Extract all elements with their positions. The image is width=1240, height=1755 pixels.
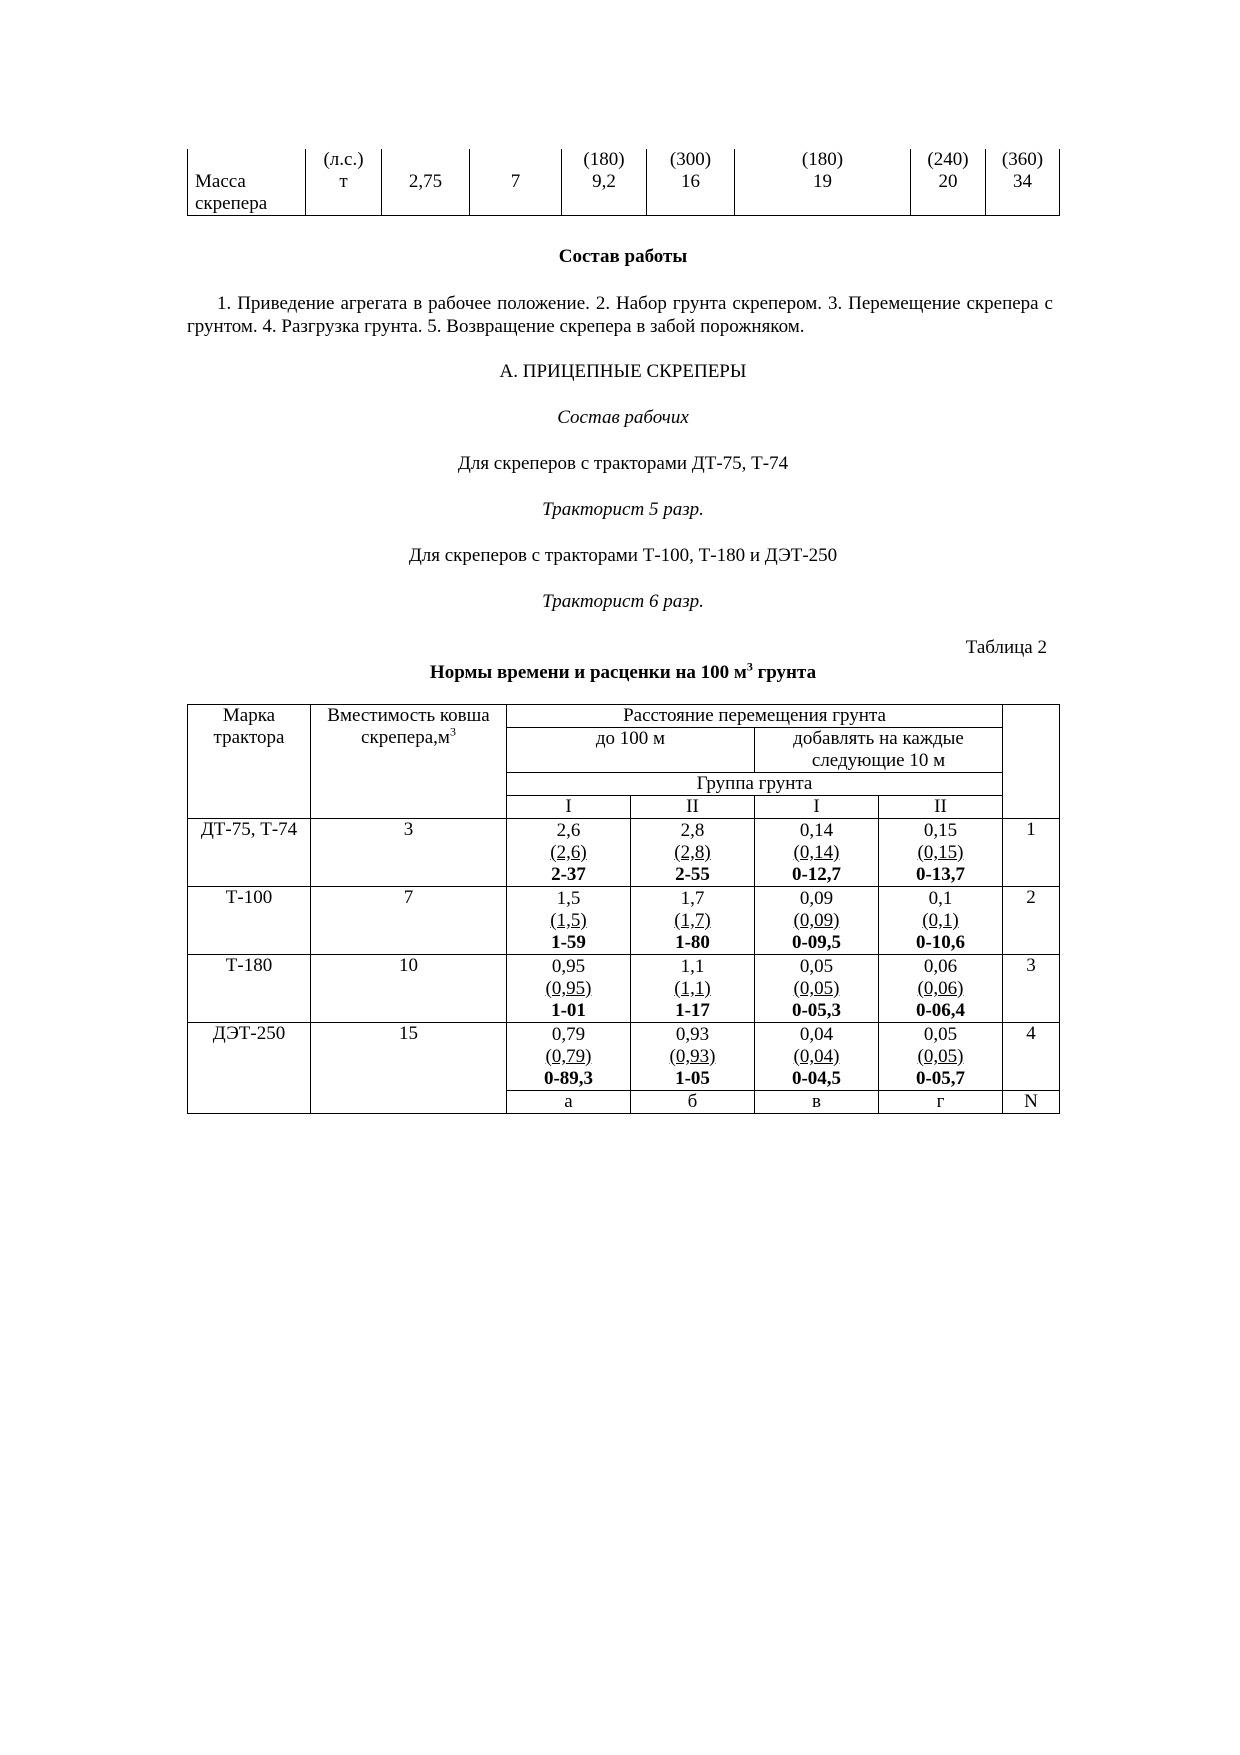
norm-rate: 0-89,3: [543, 1068, 594, 1089]
worker-1: Тракторист 5 разр.: [542, 499, 704, 520]
norm-time-alt: (0,95): [545, 978, 592, 999]
norm-time: 0,06: [923, 956, 958, 977]
power-cell: (300): [647, 149, 735, 171]
column-letter: а: [507, 1091, 631, 1114]
bucket-capacity: 10: [311, 955, 507, 1023]
norm-rate: 1-80: [675, 932, 710, 953]
norm-cell: [879, 887, 1003, 955]
table-row: [188, 955, 1060, 1023]
norm-rate: 0-13,7: [915, 864, 966, 885]
row-number: 1: [1003, 819, 1060, 887]
norm-rate: 1-05: [675, 1068, 710, 1089]
norm-time-alt: (1,7): [674, 910, 711, 931]
norm-rate: 0-05,3: [791, 1000, 842, 1021]
norm-cell: [507, 887, 631, 955]
norm-time-alt: (0,79): [545, 1046, 592, 1067]
header-group: I: [507, 796, 631, 819]
tractor-brand: Т-180: [188, 955, 311, 1023]
norm-time: 0,14: [799, 820, 834, 841]
norm-time-alt: (2,8): [674, 842, 711, 863]
norm-cell: [755, 1023, 879, 1091]
norm-time-alt: (0,05): [793, 978, 840, 999]
power-cell: (180): [562, 149, 647, 171]
header-group: I: [755, 796, 879, 819]
power-cell: (180): [735, 149, 911, 171]
header-capacity: [311, 705, 507, 819]
scraper-specs-table-fragment: [187, 149, 1060, 216]
norm-time: 1,5: [556, 888, 581, 909]
norm-cell: [507, 1023, 631, 1091]
norm-time: 2,6: [556, 820, 581, 841]
norm-cell: [631, 1023, 755, 1091]
norm-rate: 0-04,5: [791, 1068, 842, 1089]
norm-cell: [755, 819, 879, 887]
norm-time: 0,95: [551, 956, 586, 977]
norm-time-alt: (0,93): [669, 1046, 716, 1067]
norm-cell: [879, 1023, 1003, 1091]
norm-time: 0,09: [799, 888, 834, 909]
tractor-brand: Т-100: [188, 887, 311, 955]
workers-group-1: Для скреперов с тракторами ДТ-75, Т-74: [457, 453, 789, 474]
norm-cell: [507, 819, 631, 887]
mass-cell: 9,2: [562, 171, 647, 216]
header-upto: до 100 м: [507, 728, 755, 773]
power-row: [188, 149, 1060, 171]
norm-time: 1,7: [680, 888, 705, 909]
header-distance: Расстояние перемещения грунта: [507, 705, 1003, 728]
norm-time: 0,15: [923, 820, 958, 841]
mass-cell: 2,75: [382, 171, 470, 216]
table-title-sup: 3: [746, 659, 753, 674]
norm-cell: [631, 819, 755, 887]
time-norms-table: [187, 704, 1060, 1114]
header-row-1: [188, 705, 1060, 728]
norm-rate: 0-12,7: [791, 864, 842, 885]
worker-2: Тракторист 6 разр.: [542, 591, 704, 612]
norm-cell: [507, 955, 631, 1023]
table-title-text: Нормы времени и расценки на 100 м: [429, 662, 747, 683]
power-cell: [470, 149, 562, 171]
norm-time: 0,05: [799, 956, 834, 977]
norm-time-alt: (0,15): [917, 842, 964, 863]
norm-time-alt: (0,04): [793, 1046, 840, 1067]
row-number: 2: [1003, 887, 1060, 955]
row-number: 3: [1003, 955, 1060, 1023]
norm-time: 2,8: [680, 820, 705, 841]
workers-group-2: Для скреперов с тракторами Т-100, Т-180 и ДЭТ-250: [408, 545, 838, 566]
power-cell: (л.с.): [306, 149, 382, 171]
norm-time-alt: (1,1): [674, 978, 711, 999]
table-row: [188, 1023, 1060, 1091]
mass-cell: 34: [986, 171, 1060, 216]
norm-time: 0,1: [928, 888, 953, 909]
norm-cell: [631, 887, 755, 955]
work-description: 1. Приведение агрегата в рабочее положение. 2. Набор грунта скрепером. 3. Перемещение скрепера с грунтом. 4. Разгрузка грунта. 5. Возвращение скрепера в забой порожняком.: [187, 293, 1053, 337]
norm-rate: 1-01: [551, 1000, 586, 1021]
power-cell: [382, 149, 470, 171]
norm-time-alt: (1,5): [550, 910, 587, 931]
norm-cell: [879, 955, 1003, 1023]
mass-cell: 19: [735, 171, 911, 216]
work-heading: Состав работы: [558, 246, 688, 267]
norm-rate: 2-37: [551, 864, 586, 885]
table-title: [187, 659, 1059, 684]
norm-cell: [755, 955, 879, 1023]
column-number-label: N: [1003, 1091, 1060, 1114]
header-brand: Марка трактора: [188, 705, 311, 819]
table-row: [188, 819, 1060, 887]
mass-label: Масса скрепера: [188, 171, 306, 216]
power-cell: (360): [986, 149, 1060, 171]
header-capacity-sup: 3: [449, 724, 456, 739]
norm-time: 0,05: [923, 1024, 958, 1045]
norm-time-alt: (0,05): [917, 1046, 964, 1067]
workers-heading: Состав рабочих: [557, 407, 689, 428]
norm-rate: 0-06,4: [915, 1000, 966, 1021]
header-add: добавлять на каждые следующие 10 м: [755, 728, 1003, 773]
norm-time-alt: (0,06): [917, 978, 964, 999]
mass-cell: 20: [911, 171, 986, 216]
mass-cell: 16: [647, 171, 735, 216]
table-number: Таблица 2: [965, 637, 1047, 658]
power-cell: [188, 149, 306, 171]
column-letter: б: [631, 1091, 755, 1114]
bucket-capacity: 7: [311, 887, 507, 955]
mass-cell: т: [306, 171, 382, 216]
bucket-capacity: 3: [311, 819, 507, 887]
norm-time-alt: (2,6): [550, 842, 587, 863]
norm-time-alt: (0,14): [793, 842, 840, 863]
norm-time-alt: (0,1): [922, 910, 959, 931]
norm-rate: 0-09,5: [791, 932, 842, 953]
mass-cell: 7: [470, 171, 562, 216]
norm-cell: [755, 887, 879, 955]
norm-rate: 0-10,6: [915, 932, 966, 953]
power-cell: (240): [911, 149, 986, 171]
header-soil-group: Группа грунта: [507, 773, 1003, 796]
bucket-capacity: 15: [311, 1023, 507, 1114]
tractor-brand: ДТ-75, Т-74: [188, 819, 311, 887]
row-number: 4: [1003, 1023, 1060, 1091]
table-title-tail: грунта: [752, 662, 817, 683]
norm-rate: 0-05,7: [915, 1068, 966, 1089]
norm-cell: [879, 819, 1003, 887]
section-title: А. ПРИЦЕПНЫЕ СКРЕПЕРЫ: [499, 361, 747, 382]
norm-cell: [631, 955, 755, 1023]
norm-time: 0,79: [551, 1024, 586, 1045]
norm-time-alt: (0,09): [793, 910, 840, 931]
table-row: [188, 887, 1060, 955]
header-group: II: [879, 796, 1003, 819]
norm-rate: 1-59: [551, 932, 586, 953]
header-capacity-text: Вместимость ковша скрепера,м: [327, 705, 490, 748]
tractor-brand: ДЭТ-250: [188, 1023, 311, 1114]
mass-row: [188, 171, 1060, 216]
norm-time: 1,1: [680, 956, 705, 977]
norm-rate: 1-17: [675, 1000, 710, 1021]
norm-time: 0,93: [675, 1024, 710, 1045]
column-letter: г: [879, 1091, 1003, 1114]
column-letter: в: [755, 1091, 879, 1114]
norm-rate: 2-55: [675, 864, 710, 885]
norm-time: 0,04: [799, 1024, 834, 1045]
header-group: II: [631, 796, 755, 819]
header-number-column: [1003, 705, 1060, 819]
